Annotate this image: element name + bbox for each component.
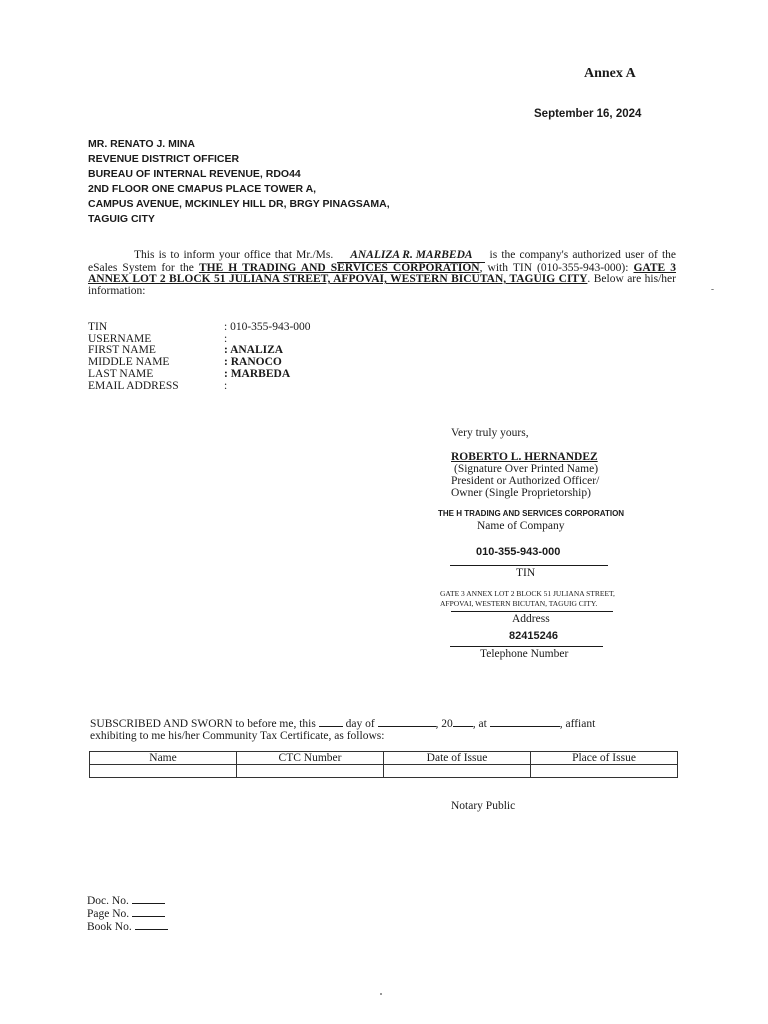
info-value: :	[224, 332, 228, 345]
address-caption: Address	[512, 613, 550, 625]
recipient-line: 2ND FLOOR ONE CMAPUS PLACE TOWER A,	[88, 183, 317, 195]
recipient-line: MR. RENATO J. MINA	[88, 138, 195, 150]
tin-underline	[450, 565, 608, 566]
info-value: : ANALIZA	[224, 344, 284, 357]
authorized-user-name: ANALIZA R. MARBEDA	[337, 250, 485, 263]
ctc-cell	[384, 765, 531, 778]
ctc-header-name: Name	[90, 752, 237, 765]
signer-caption: Owner (Single Proprietorship)	[451, 487, 591, 499]
info-label: EMAIL ADDRESS	[88, 379, 179, 392]
sworn-line-1	[90, 717, 595, 730]
annex-label: Annex A	[584, 66, 636, 81]
body-with-tin: , with TIN (010-355-943-000):	[479, 261, 629, 274]
recipient-line: BUREAU OF INTERNAL REVENUE, RDO44	[88, 168, 301, 180]
company-name: THE H TRADING AND SERVICES CORPORATION	[438, 509, 625, 518]
ctc-header-date-of-issue: Date of Issue	[384, 752, 531, 765]
sworn-text: , affiant	[559, 718, 596, 730]
page-no-row	[87, 907, 168, 920]
ctc-empty-row	[90, 765, 678, 778]
user-info-list	[88, 322, 311, 392]
info-row-last-name	[88, 369, 311, 381]
doc-references	[87, 894, 168, 933]
signer-block	[451, 451, 599, 499]
body-paragraph	[88, 250, 676, 297]
telephone-caption: Telephone Number	[480, 648, 569, 660]
place-blank	[490, 717, 560, 727]
recipient-line: TAGUIG CITY	[88, 213, 155, 225]
telephone-underline	[450, 646, 603, 647]
ctc-cell	[90, 765, 237, 778]
body-intro: This is to inform your office that Mr./Ms.	[134, 249, 334, 261]
tin-caption: TIN	[516, 567, 536, 579]
book-no-row	[87, 920, 168, 933]
address-line: GATE 3 ANNEX LOT 2 BLOCK 51 JULIANA STREET,	[440, 589, 615, 598]
recipient-line: REVENUE DISTRICT OFFICER	[88, 153, 240, 165]
info-row-email	[88, 381, 311, 393]
doc-no-blank	[132, 894, 165, 904]
telephone-value: 82415246	[509, 630, 558, 642]
info-label: TIN	[88, 321, 108, 333]
ctc-table	[89, 751, 678, 778]
doc-no-label: Doc. No.	[87, 895, 129, 907]
ctc-cell	[237, 765, 384, 778]
signer-name: ROBERTO L. HERNANDEZ	[451, 451, 598, 463]
sworn-text: , at	[472, 718, 487, 730]
signer-caption: President or Authorized Officer/	[451, 475, 600, 487]
signer-caption: (Signature Over Printed Name)	[454, 463, 599, 475]
company-name-inline: THE H TRADING AND SERVICES CORPORATION	[198, 261, 480, 274]
company-address-inline: GATE 3 ANNEX LOT 2 BLOCK 51 JULIANA STREET, AFPOVAI, WESTERN BICUTAN, TAGUIG CITY	[88, 261, 677, 285]
page-no-blank	[132, 907, 165, 917]
info-label: MIDDLE NAME	[88, 356, 170, 369]
tin-value: 010-355-943-000	[476, 546, 561, 558]
scan-speck	[711, 289, 714, 290]
info-value: : MARBEDA	[224, 367, 291, 380]
sworn-text: SUBSCRIBED AND SWORN to before me, this	[90, 718, 316, 730]
notary-public-label: Notary Public	[451, 800, 516, 812]
sworn-line-2: exhibiting to me his/her Community Tax Certificate, as follows:	[90, 730, 385, 742]
info-value: : 010-355-943-000	[224, 321, 311, 333]
doc-no-row	[87, 894, 168, 907]
address-underline	[451, 611, 613, 612]
scan-speck	[380, 993, 382, 995]
sworn-text: day of	[345, 718, 375, 730]
info-row-tin	[88, 322, 311, 334]
info-value: :	[224, 379, 228, 392]
sworn-text: , 20	[435, 718, 453, 730]
info-label: USERNAME	[88, 332, 152, 345]
ctc-header-place-of-issue: Place of Issue	[531, 752, 678, 765]
closing-salutation: Very truly yours,	[451, 427, 529, 439]
address-line: AFPOVAI, WESTERN BICUTAN, TAGUIG CITY.	[440, 599, 598, 608]
page-no-label: Page No.	[87, 908, 130, 920]
address-value	[440, 589, 615, 609]
recipient-block	[88, 137, 390, 227]
info-label: LAST NAME	[88, 367, 154, 380]
body-after-name: is the company's authorized user of the eSales System for the	[88, 249, 677, 274]
sworn-statement	[90, 717, 595, 742]
info-value: : RANOCO	[224, 356, 282, 369]
day-blank	[319, 717, 343, 727]
ctc-header-ctc-number: CTC Number	[237, 752, 384, 765]
info-label: FIRST NAME	[88, 344, 156, 357]
ctc-cell	[531, 765, 678, 778]
book-no-label: Book No.	[87, 921, 132, 933]
recipient-line: CAMPUS AVENUE, MCKINLEY HILL DR, BRGY PINAGSAMA,	[88, 198, 390, 210]
year-blank	[453, 717, 473, 727]
ctc-header-row	[90, 752, 678, 765]
month-blank	[378, 717, 436, 727]
company-caption: Name of Company	[477, 520, 565, 532]
book-no-blank	[135, 920, 168, 930]
letter-date: September 16, 2024	[534, 108, 642, 120]
body-closing-sentence: . Below are his/her information:	[88, 273, 676, 297]
